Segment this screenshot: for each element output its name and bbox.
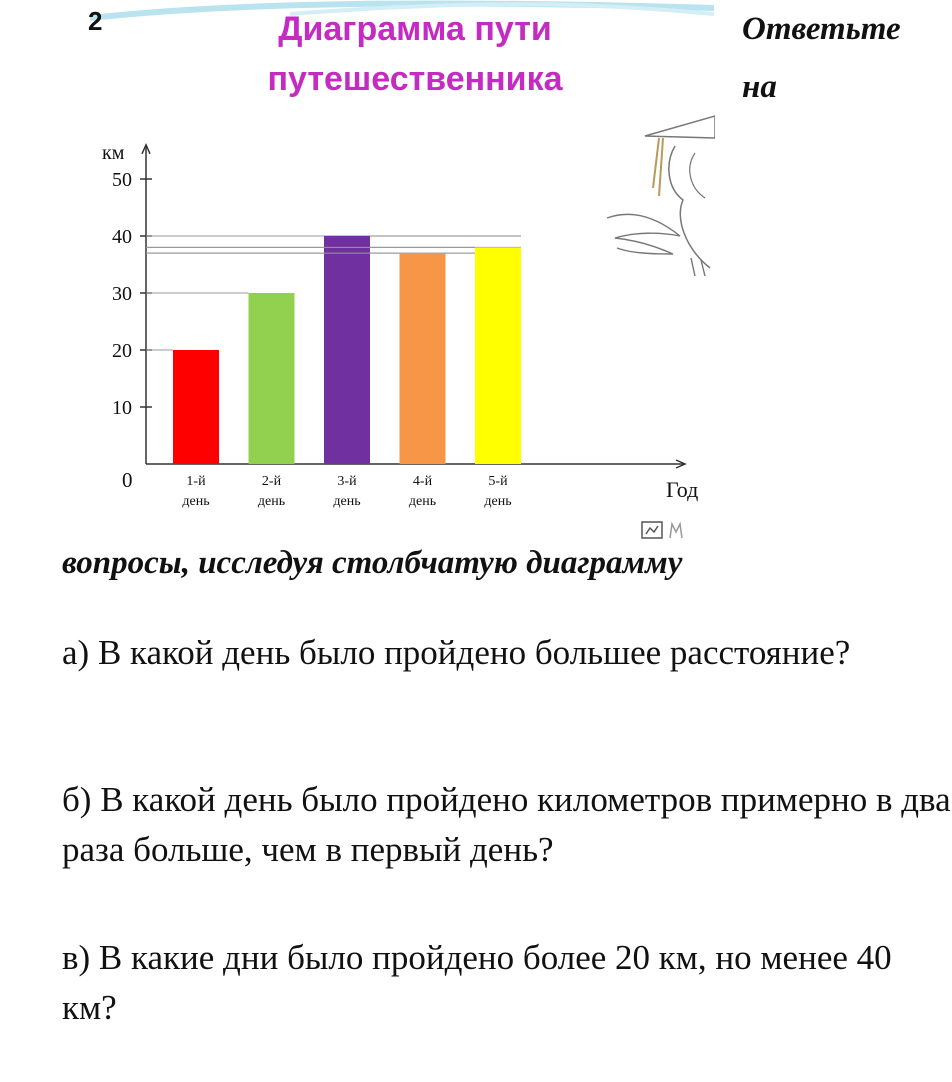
category-label: день xyxy=(257,494,286,509)
x-axis-label: Год xyxy=(666,477,699,502)
y-tick-label: 20 xyxy=(112,340,132,362)
y-tick-label: 40 xyxy=(112,226,132,248)
bar xyxy=(475,247,521,464)
category-label: день xyxy=(408,494,437,509)
bottom-icon xyxy=(640,516,720,540)
category-label: 5-й xyxy=(488,474,508,489)
question-c: в) В какие дни было пройдено более 20 км, но менее 40 км? xyxy=(62,938,892,1027)
category-label: день xyxy=(484,494,512,509)
bar xyxy=(173,350,219,464)
category-label: 4-й xyxy=(412,474,433,489)
bar xyxy=(400,253,446,464)
instruction-bottom: вопросы, исследуя столбчатую диаграмму xyxy=(62,545,683,581)
chart-title-line-1: Диаграмма пути xyxy=(278,10,552,48)
y-axis-label: км xyxy=(102,141,125,164)
instruction-line-2: на xyxy=(742,69,777,105)
category-label: день xyxy=(182,494,210,509)
y-tick-label: 30 xyxy=(112,283,132,305)
instruction-line-1: Ответьте xyxy=(742,11,901,47)
question-a: а) В какой день было пройдено большее расстояние? xyxy=(62,633,851,672)
y-tick-label: 10 xyxy=(112,397,132,419)
question-b: б) В какой день было пройдено километров примерно в два раза больше, чем в первый день? xyxy=(62,780,951,869)
bar xyxy=(249,293,295,464)
task-number: 2 xyxy=(88,6,103,36)
category-label: день xyxy=(333,494,361,509)
category-label: 3-й xyxy=(337,474,357,489)
category-label: 2-й xyxy=(261,474,282,489)
chart-title xyxy=(190,4,640,104)
chart-title-line-2: путешественника xyxy=(267,60,563,98)
instruction-top xyxy=(742,0,952,116)
y-tick-label: 50 xyxy=(112,169,132,191)
bar xyxy=(324,236,370,464)
origin-label: 0 xyxy=(122,468,133,492)
owl-illustration xyxy=(605,108,715,283)
category-label: 1-й xyxy=(186,474,206,489)
